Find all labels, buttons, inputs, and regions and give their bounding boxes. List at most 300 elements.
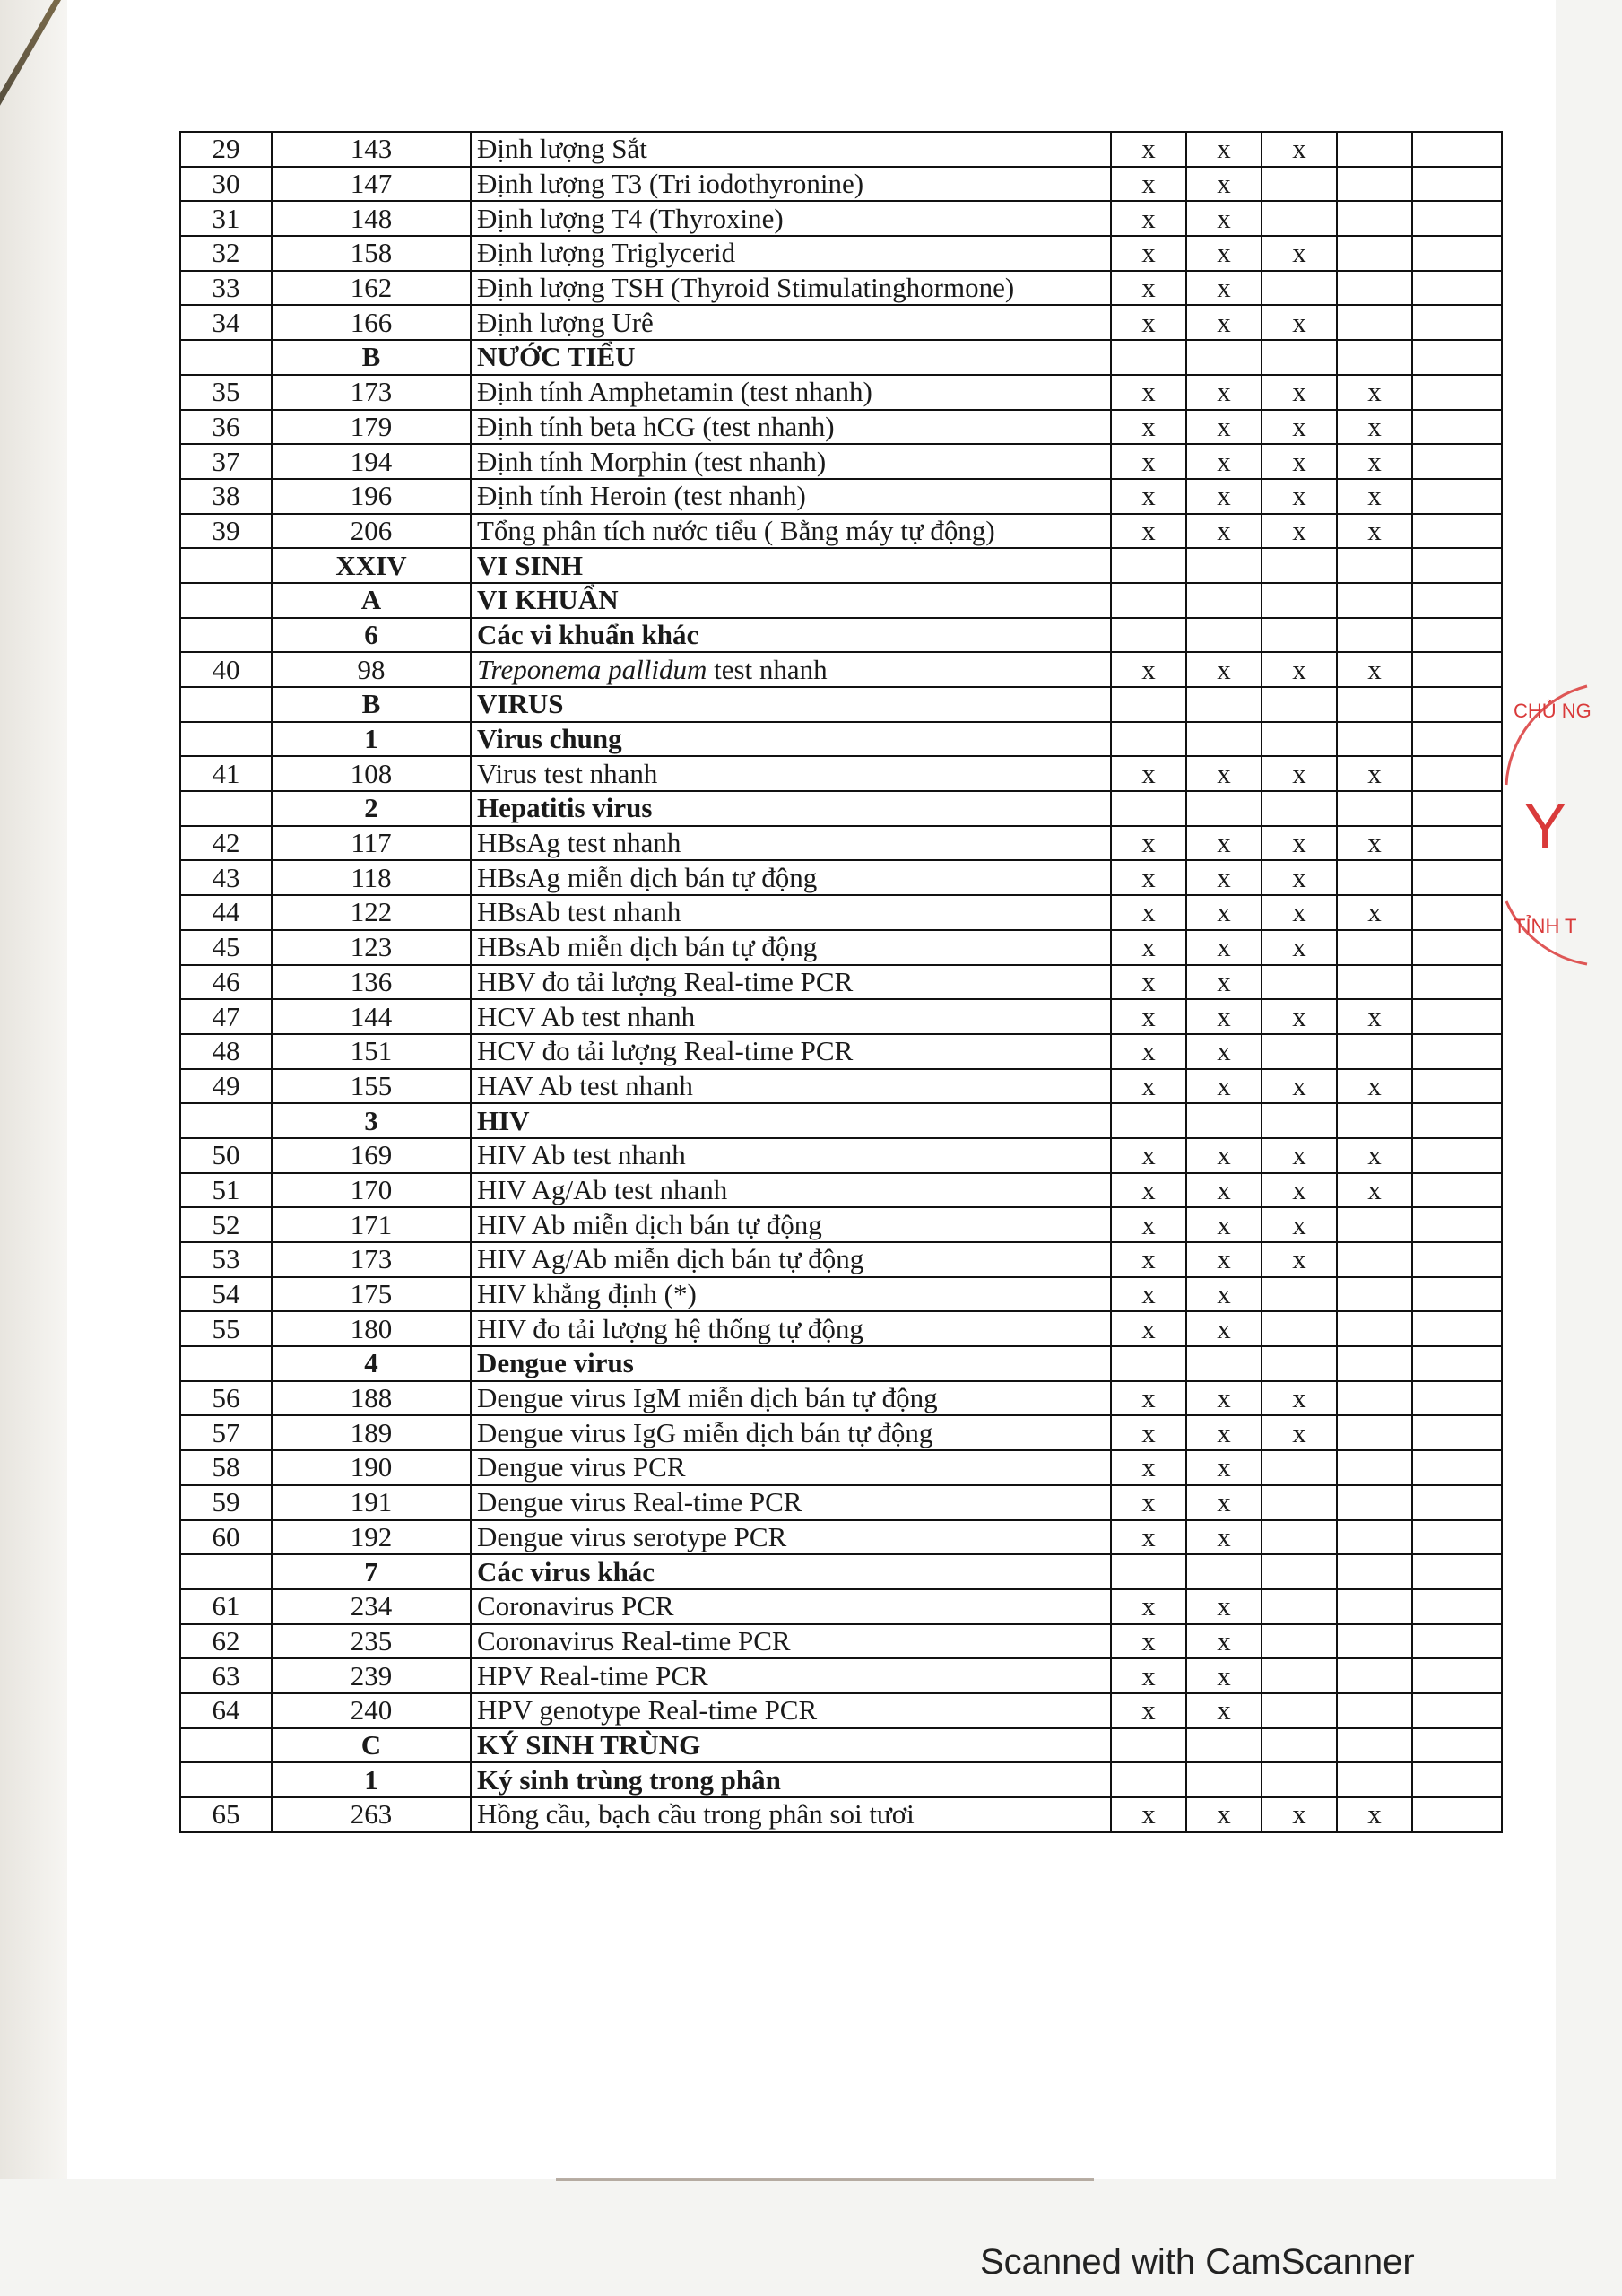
row-mark-cell [1337,965,1412,1000]
row-number: 29 [180,132,272,167]
row-code: 206 [272,514,471,549]
row-number: 32 [180,236,272,271]
row-mark-cell: x [1186,965,1262,1000]
row-number: 49 [180,1069,272,1104]
row-number: 57 [180,1415,272,1450]
row-code: 123 [272,930,471,965]
row-mark-cell [1337,860,1412,895]
row-mark-cell [1412,618,1502,653]
table-row [180,860,1502,895]
row-test-name: Các virus khác [471,1554,1111,1589]
row-mark-cell: x [1337,999,1412,1034]
table-row [180,201,1502,236]
row-number [180,687,272,722]
row-number [180,340,272,375]
row-mark-cell [1412,652,1502,687]
table-row [180,826,1502,861]
row-test-name: Các vi khuẩn khác [471,618,1111,653]
table-section-row [180,548,1502,583]
row-number: 54 [180,1277,272,1312]
row-code: 234 [272,1589,471,1624]
row-mark-cell [1337,791,1412,826]
row-code: 147 [272,167,471,202]
row-test-name: HIV đo tải lượng hệ thống tự động [471,1311,1111,1346]
table-row [180,999,1502,1034]
row-mark-cell: x [1111,271,1186,306]
row-test-name: Coronavirus Real-time PCR [471,1624,1111,1659]
row-number: 38 [180,479,272,514]
row-code: 240 [272,1693,471,1728]
row-mark-cell [1262,340,1337,375]
row-mark-cell [1412,965,1502,1000]
row-mark-cell [1186,1103,1262,1138]
row-mark-cell [1186,1554,1262,1589]
row-number: 41 [180,756,272,791]
row-mark-cell [1412,1207,1502,1242]
page-bottom-edge [556,2178,1094,2181]
row-mark-cell: x [1186,895,1262,930]
row-mark-cell [1412,756,1502,791]
row-mark-cell [1262,965,1337,1000]
row-mark-cell: x [1111,1589,1186,1624]
row-number: 44 [180,895,272,930]
table-row [180,756,1502,791]
row-mark-cell [1111,1554,1186,1589]
row-mark-cell [1111,1762,1186,1797]
row-mark-cell: x [1262,1173,1337,1208]
row-mark-cell: x [1186,271,1262,306]
row-mark-cell [1337,1520,1412,1555]
row-mark-cell [1262,167,1337,202]
row-mark-cell [1412,1485,1502,1520]
table-section-row [180,722,1502,757]
table-row [180,1693,1502,1728]
row-mark-cell [1262,201,1337,236]
row-mark-cell [1111,583,1186,618]
row-mark-cell [1262,1034,1337,1069]
row-number [180,583,272,618]
stamp-middle-text: Y [1524,791,1566,861]
row-mark-cell [1412,860,1502,895]
row-mark-cell [1412,271,1502,306]
table-row [180,410,1502,445]
table-body [180,132,1502,1832]
row-mark-cell [1412,1415,1502,1450]
row-test-name: KÝ SINH TRÙNG [471,1728,1111,1763]
table-row [180,132,1502,167]
row-mark-cell: x [1111,756,1186,791]
row-mark-cell: x [1186,514,1262,549]
row-mark-cell: x [1337,826,1412,861]
row-mark-cell: x [1111,652,1186,687]
row-mark-cell: x [1111,1034,1186,1069]
row-mark-cell: x [1262,1069,1337,1104]
row-number: 51 [180,1173,272,1208]
row-code: 189 [272,1415,471,1450]
row-code: 2 [272,791,471,826]
row-mark-cell: x [1111,410,1186,445]
row-mark-cell [1262,722,1337,757]
row-mark-cell: x [1337,410,1412,445]
table-row [180,1311,1502,1346]
row-mark-cell [1337,1346,1412,1381]
row-mark-cell: x [1262,514,1337,549]
row-mark-cell: x [1111,236,1186,271]
row-mark-cell [1337,1277,1412,1312]
row-code: XXIV [272,548,471,583]
row-mark-cell [1412,791,1502,826]
row-mark-cell [1262,1346,1337,1381]
row-code: 117 [272,826,471,861]
row-mark-cell [1412,1381,1502,1416]
row-code: 196 [272,479,471,514]
row-mark-cell [1337,1311,1412,1346]
row-test-name: Định lượng Triglycerid [471,236,1111,271]
row-mark-cell [1337,1658,1412,1693]
row-mark-cell: x [1111,479,1186,514]
row-mark-cell [1412,201,1502,236]
row-test-name: HCV Ab test nhanh [471,999,1111,1034]
row-code: 7 [272,1554,471,1589]
row-mark-cell [1262,548,1337,583]
row-mark-cell [1186,340,1262,375]
row-mark-cell [1337,1207,1412,1242]
row-mark-cell [1262,687,1337,722]
row-mark-cell: x [1111,965,1186,1000]
row-mark-cell [1186,722,1262,757]
row-test-name: HIV [471,1103,1111,1138]
row-mark-cell [1111,1103,1186,1138]
row-number: 65 [180,1797,272,1832]
row-mark-cell [1412,826,1502,861]
row-number: 62 [180,1624,272,1659]
row-mark-cell: x [1186,860,1262,895]
row-mark-cell: x [1337,1138,1412,1173]
row-test-name: HIV khẳng định (*) [471,1277,1111,1312]
row-test-name: HPV genotype Real-time PCR [471,1693,1111,1728]
row-mark-cell [1111,1346,1186,1381]
row-mark-cell [1337,1415,1412,1450]
row-mark-cell [1262,1762,1337,1797]
row-mark-cell [1337,132,1412,167]
row-mark-cell [1412,1311,1502,1346]
row-mark-cell: x [1111,930,1186,965]
row-mark-cell [1262,1554,1337,1589]
row-mark-cell [1337,340,1412,375]
row-mark-cell: x [1111,375,1186,410]
row-mark-cell: x [1111,1381,1186,1416]
test-list-table [179,131,1503,1833]
row-code: 179 [272,410,471,445]
row-mark-cell: x [1186,826,1262,861]
row-mark-cell: x [1186,1381,1262,1416]
row-mark-cell [1412,1658,1502,1693]
row-mark-cell: x [1111,1415,1186,1450]
row-code: 122 [272,895,471,930]
row-code: 98 [272,652,471,687]
row-mark-cell [1111,687,1186,722]
table-row [180,375,1502,410]
row-mark-cell [1262,791,1337,826]
row-test-name: Định tính beta hCG (test nhanh) [471,410,1111,445]
row-mark-cell: x [1186,132,1262,167]
row-mark-cell: x [1111,826,1186,861]
row-mark-cell: x [1111,895,1186,930]
row-mark-cell [1262,1728,1337,1763]
row-number: 46 [180,965,272,1000]
row-mark-cell [1337,1589,1412,1624]
row-code: 169 [272,1138,471,1173]
table-row [180,652,1502,687]
table-row [180,1624,1502,1659]
row-mark-cell [1412,375,1502,410]
table-row [180,1520,1502,1555]
row-test-name-italic: Treponema pallidum [477,653,707,685]
row-test-name: NƯỚC TIỂU [471,340,1111,375]
camscanner-footer: Scanned with CamScanner [980,2242,1415,2282]
row-number: 30 [180,167,272,202]
row-mark-cell [1262,1658,1337,1693]
row-mark-cell [1412,1103,1502,1138]
row-code: 143 [272,132,471,167]
row-number: 48 [180,1034,272,1069]
row-mark-cell [1111,548,1186,583]
row-number [180,722,272,757]
row-test-name: Dengue virus IgG miễn dịch bán tự động [471,1415,1111,1450]
row-mark-cell: x [1262,895,1337,930]
row-test-name: Virus chung [471,722,1111,757]
row-code: 190 [272,1450,471,1485]
row-mark-cell: x [1111,1207,1186,1242]
row-mark-cell [1337,271,1412,306]
row-mark-cell: x [1186,756,1262,791]
table-section-row [180,340,1502,375]
row-mark-cell: x [1262,479,1337,514]
row-test-name: Định lượng T3 (Tri iodothyronine) [471,167,1111,202]
row-mark-cell: x [1262,1797,1337,1832]
row-code: B [272,687,471,722]
row-mark-cell: x [1111,1485,1186,1520]
row-mark-cell: x [1262,999,1337,1034]
row-code: 170 [272,1173,471,1208]
row-mark-cell: x [1337,375,1412,410]
row-mark-cell [1111,340,1186,375]
row-mark-cell [1262,1589,1337,1624]
row-number: 42 [180,826,272,861]
table-row [180,1797,1502,1832]
row-mark-cell: x [1111,1520,1186,1555]
row-mark-cell [1412,1554,1502,1589]
row-mark-cell [1337,305,1412,340]
row-code: 166 [272,305,471,340]
row-number: 39 [180,514,272,549]
row-mark-cell [1186,1762,1262,1797]
row-test-name: VIRUS [471,687,1111,722]
row-mark-cell: x [1186,1693,1262,1728]
row-test-name: HBsAg miễn dịch bán tự động [471,860,1111,895]
row-test-name: Coronavirus PCR [471,1589,1111,1624]
row-code: 1 [272,1762,471,1797]
row-mark-cell: x [1186,1450,1262,1485]
row-mark-cell: x [1262,410,1337,445]
row-mark-cell: x [1262,444,1337,479]
row-number [180,791,272,826]
row-code: 144 [272,999,471,1034]
row-mark-cell [1412,1762,1502,1797]
row-code: 173 [272,375,471,410]
row-mark-cell: x [1186,236,1262,271]
table-section-row [180,1728,1502,1763]
table-row [180,1277,1502,1312]
row-mark-cell: x [1186,999,1262,1034]
row-mark-cell [1337,1381,1412,1416]
row-mark-cell [1186,548,1262,583]
row-test-name: Dengue virus serotype PCR [471,1520,1111,1555]
row-mark-cell: x [1186,1658,1262,1693]
row-mark-cell [1337,1034,1412,1069]
row-mark-cell [1262,1103,1337,1138]
row-mark-cell: x [1186,1242,1262,1277]
row-code: 158 [272,236,471,271]
row-mark-cell [1186,618,1262,653]
row-code: 263 [272,1797,471,1832]
row-number: 63 [180,1658,272,1693]
row-mark-cell: x [1186,201,1262,236]
row-mark-cell [1412,1728,1502,1763]
row-mark-cell: x [1111,132,1186,167]
row-test-name [471,652,1111,687]
row-mark-cell [1412,340,1502,375]
row-mark-cell [1262,1485,1337,1520]
row-mark-cell: x [1262,756,1337,791]
row-test-name: HBV đo tải lượng Real-time PCR [471,965,1111,1000]
row-code: 108 [272,756,471,791]
table-row [180,1450,1502,1485]
row-mark-cell: x [1111,1138,1186,1173]
row-mark-cell: x [1186,1207,1262,1242]
row-mark-cell [1337,722,1412,757]
row-mark-cell [1412,1034,1502,1069]
row-mark-cell [1337,236,1412,271]
row-mark-cell [1412,583,1502,618]
row-mark-cell: x [1262,375,1337,410]
row-code: 118 [272,860,471,895]
row-mark-cell: x [1111,514,1186,549]
table-section-row [180,1103,1502,1138]
row-mark-cell [1412,1520,1502,1555]
row-code: A [272,583,471,618]
row-mark-cell [1337,618,1412,653]
row-mark-cell: x [1111,1797,1186,1832]
row-code: 239 [272,1658,471,1693]
row-number [180,1762,272,1797]
row-mark-cell [1337,1693,1412,1728]
row-mark-cell [1412,1693,1502,1728]
row-mark-cell [1111,791,1186,826]
row-test-name: Virus test nhanh [471,756,1111,791]
row-mark-cell: x [1337,756,1412,791]
row-mark-cell: x [1262,652,1337,687]
row-code: 4 [272,1346,471,1381]
row-mark-cell [1337,1728,1412,1763]
row-test-name: Định tính Heroin (test nhanh) [471,479,1111,514]
row-mark-cell [1412,1450,1502,1485]
row-test-name: HBsAb miễn dịch bán tự động [471,930,1111,965]
row-test-name: VI SINH [471,548,1111,583]
row-mark-cell: x [1337,479,1412,514]
row-mark-cell: x [1111,1450,1186,1485]
row-mark-cell [1262,1450,1337,1485]
row-code: 1 [272,722,471,757]
row-mark-cell: x [1186,1034,1262,1069]
row-mark-cell: x [1262,305,1337,340]
row-mark-cell: x [1111,305,1186,340]
row-number [180,618,272,653]
table-section-row [180,687,1502,722]
row-mark-cell [1111,1728,1186,1763]
row-number: 64 [180,1693,272,1728]
row-mark-cell [1186,687,1262,722]
row-mark-cell: x [1337,652,1412,687]
row-mark-cell [1337,1554,1412,1589]
row-mark-cell [1337,1762,1412,1797]
row-mark-cell [1412,548,1502,583]
row-number [180,1728,272,1763]
row-test-name: HIV Ag/Ab test nhanh [471,1173,1111,1208]
row-mark-cell [1337,1103,1412,1138]
row-number: 43 [180,860,272,895]
row-mark-cell [1412,1624,1502,1659]
row-mark-cell: x [1186,1415,1262,1450]
row-mark-cell: x [1186,1797,1262,1832]
row-test-name: HCV đo tải lượng Real-time PCR [471,1034,1111,1069]
row-mark-cell: x [1262,860,1337,895]
row-number: 58 [180,1450,272,1485]
row-test-name: HBsAb test nhanh [471,895,1111,930]
row-mark-cell: x [1111,1069,1186,1104]
row-mark-cell [1412,1069,1502,1104]
row-test-name: HBsAg test nhanh [471,826,1111,861]
row-mark-cell [1186,1728,1262,1763]
row-mark-cell [1262,1624,1337,1659]
row-mark-cell [1412,930,1502,965]
row-number: 31 [180,201,272,236]
row-code: B [272,340,471,375]
table-row [180,1589,1502,1624]
row-code: 192 [272,1520,471,1555]
table-section-row [180,1762,1502,1797]
row-mark-cell: x [1337,1797,1412,1832]
row-mark-cell [1412,479,1502,514]
row-mark-cell: x [1186,1589,1262,1624]
row-mark-cell [1412,895,1502,930]
table-section-row [180,583,1502,618]
row-mark-cell: x [1186,1138,1262,1173]
table-row [180,444,1502,479]
row-mark-cell: x [1111,1693,1186,1728]
row-mark-cell: x [1186,930,1262,965]
row-mark-cell: x [1262,826,1337,861]
row-test-name: Định tính Amphetamin (test nhanh) [471,375,1111,410]
row-mark-cell: x [1337,1069,1412,1104]
row-mark-cell: x [1337,895,1412,930]
row-test-name: Định lượng Sắt [471,132,1111,167]
row-mark-cell [1262,1693,1337,1728]
row-test-name: Dengue virus PCR [471,1450,1111,1485]
row-mark-cell: x [1262,1242,1337,1277]
row-test-name: Định lượng T4 (Thyroxine) [471,201,1111,236]
row-mark-cell: x [1186,1069,1262,1104]
